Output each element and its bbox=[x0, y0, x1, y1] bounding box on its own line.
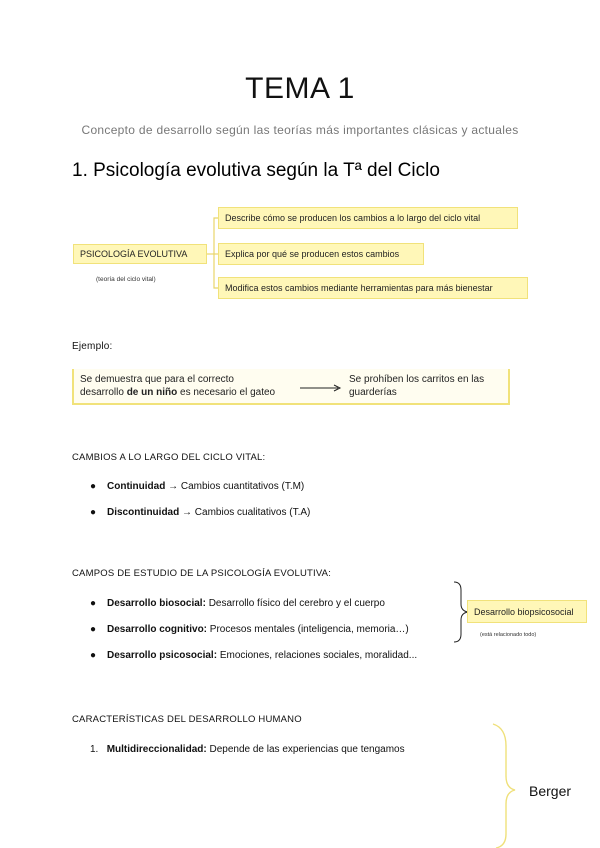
list-item-term: Desarrollo psicosocial: bbox=[107, 650, 218, 661]
bullet-icon: ● bbox=[90, 624, 97, 635]
list-item-desc: → Cambios cualitativos (T.A) bbox=[179, 507, 311, 518]
list-item-term: Desarrollo biosocial: bbox=[107, 598, 206, 609]
example-cause bbox=[80, 373, 275, 399]
bullet-icon: ● bbox=[90, 507, 97, 518]
diagram-branch-text: Explica por qué se producen estos cambios bbox=[225, 249, 400, 259]
example-cause-line: Se demuestra que para el correcto bbox=[80, 374, 234, 385]
list-item-desc: Procesos mentales (inteligencia, memoria…) bbox=[207, 624, 409, 635]
list-item-term: Continuidad bbox=[107, 481, 166, 492]
example-cause-bold: de un niño bbox=[126, 387, 178, 398]
section-heading: 1. Psicología evolutiva según la Tª del Ciclo bbox=[72, 160, 440, 181]
list-item-desc: Desarrollo físico del cerebro y el cuerpo bbox=[205, 598, 385, 609]
cambios-list bbox=[90, 481, 311, 518]
item-number: 1. bbox=[90, 744, 99, 755]
list-item bbox=[90, 507, 311, 518]
example-cause-segment: desarrollo bbox=[80, 387, 127, 398]
list-item-term: Discontinuidad bbox=[107, 507, 180, 518]
diagram-connectors bbox=[0, 0, 600, 320]
list-item bbox=[90, 481, 310, 492]
example-effect bbox=[349, 373, 484, 399]
page-subtitle: Concepto de desarrollo según las teorías más importantes clásicas y actuales bbox=[81, 123, 519, 137]
list-item-desc: → Cambios cuantitativos (T.M) bbox=[165, 481, 305, 492]
diagram-main-note: (teoría del ciclo vital) bbox=[96, 276, 156, 283]
diagram-branch-text: Describe cómo se producen los cambios a lo largo del ciclo vital bbox=[225, 213, 481, 223]
diagram-branch-text: Modifica estos cambios mediante herramientas para más bienestar bbox=[225, 283, 493, 293]
caracteristicas-heading: CARACTERÍSTICAS DEL DESARROLLO HUMANO bbox=[72, 714, 302, 725]
diagram-main-box bbox=[73, 244, 207, 264]
example-effect-line: Se prohíben los carritos en las bbox=[349, 374, 485, 385]
right-brace-icon bbox=[488, 722, 518, 848]
page-title: TEMA 1 bbox=[245, 72, 355, 105]
list-item bbox=[90, 598, 417, 609]
example-cause-segment: es necesario el gateo bbox=[177, 387, 276, 398]
numbered-item bbox=[90, 744, 405, 755]
biopsicosocial-box bbox=[467, 600, 587, 623]
biopsicosocial-note: (está relacionado todo) bbox=[480, 632, 537, 638]
item-desc: Depende de las experiencias que tengamos bbox=[206, 744, 405, 755]
diagram-branch-box bbox=[218, 207, 518, 229]
arrow-right-icon bbox=[298, 383, 344, 393]
list-item bbox=[90, 650, 418, 661]
list-item-term: Desarrollo cognitivo: bbox=[107, 624, 208, 635]
campos-list bbox=[90, 598, 418, 661]
list-item-desc: Emociones, relaciones sociales, moralidad... bbox=[217, 650, 418, 661]
berger-label: Berger bbox=[529, 783, 572, 799]
cambios-heading: CAMBIOS A LO LARGO DEL CICLO VITAL: bbox=[72, 452, 266, 463]
biopsicosocial-label: Desarrollo biopsicosocial bbox=[474, 606, 574, 617]
diagram-branch-box bbox=[218, 277, 528, 299]
campos-heading: CAMPOS DE ESTUDIO DE LA PSICOLOGÍA EVOLUTIVA: bbox=[72, 568, 332, 579]
bullet-icon: ● bbox=[90, 481, 97, 492]
bullet-icon: ● bbox=[90, 598, 97, 609]
example-effect-line: guarderías bbox=[349, 387, 397, 398]
diagram-main-label: PSICOLOGÍA EVOLUTIVA bbox=[80, 249, 188, 259]
list-item bbox=[90, 624, 417, 635]
diagram-branch-box bbox=[218, 243, 424, 265]
bullet-icon: ● bbox=[90, 650, 97, 661]
example-label: Ejemplo: bbox=[72, 341, 113, 352]
example-cause-line bbox=[80, 386, 275, 399]
item-term: Multidireccionalidad: bbox=[106, 744, 207, 755]
